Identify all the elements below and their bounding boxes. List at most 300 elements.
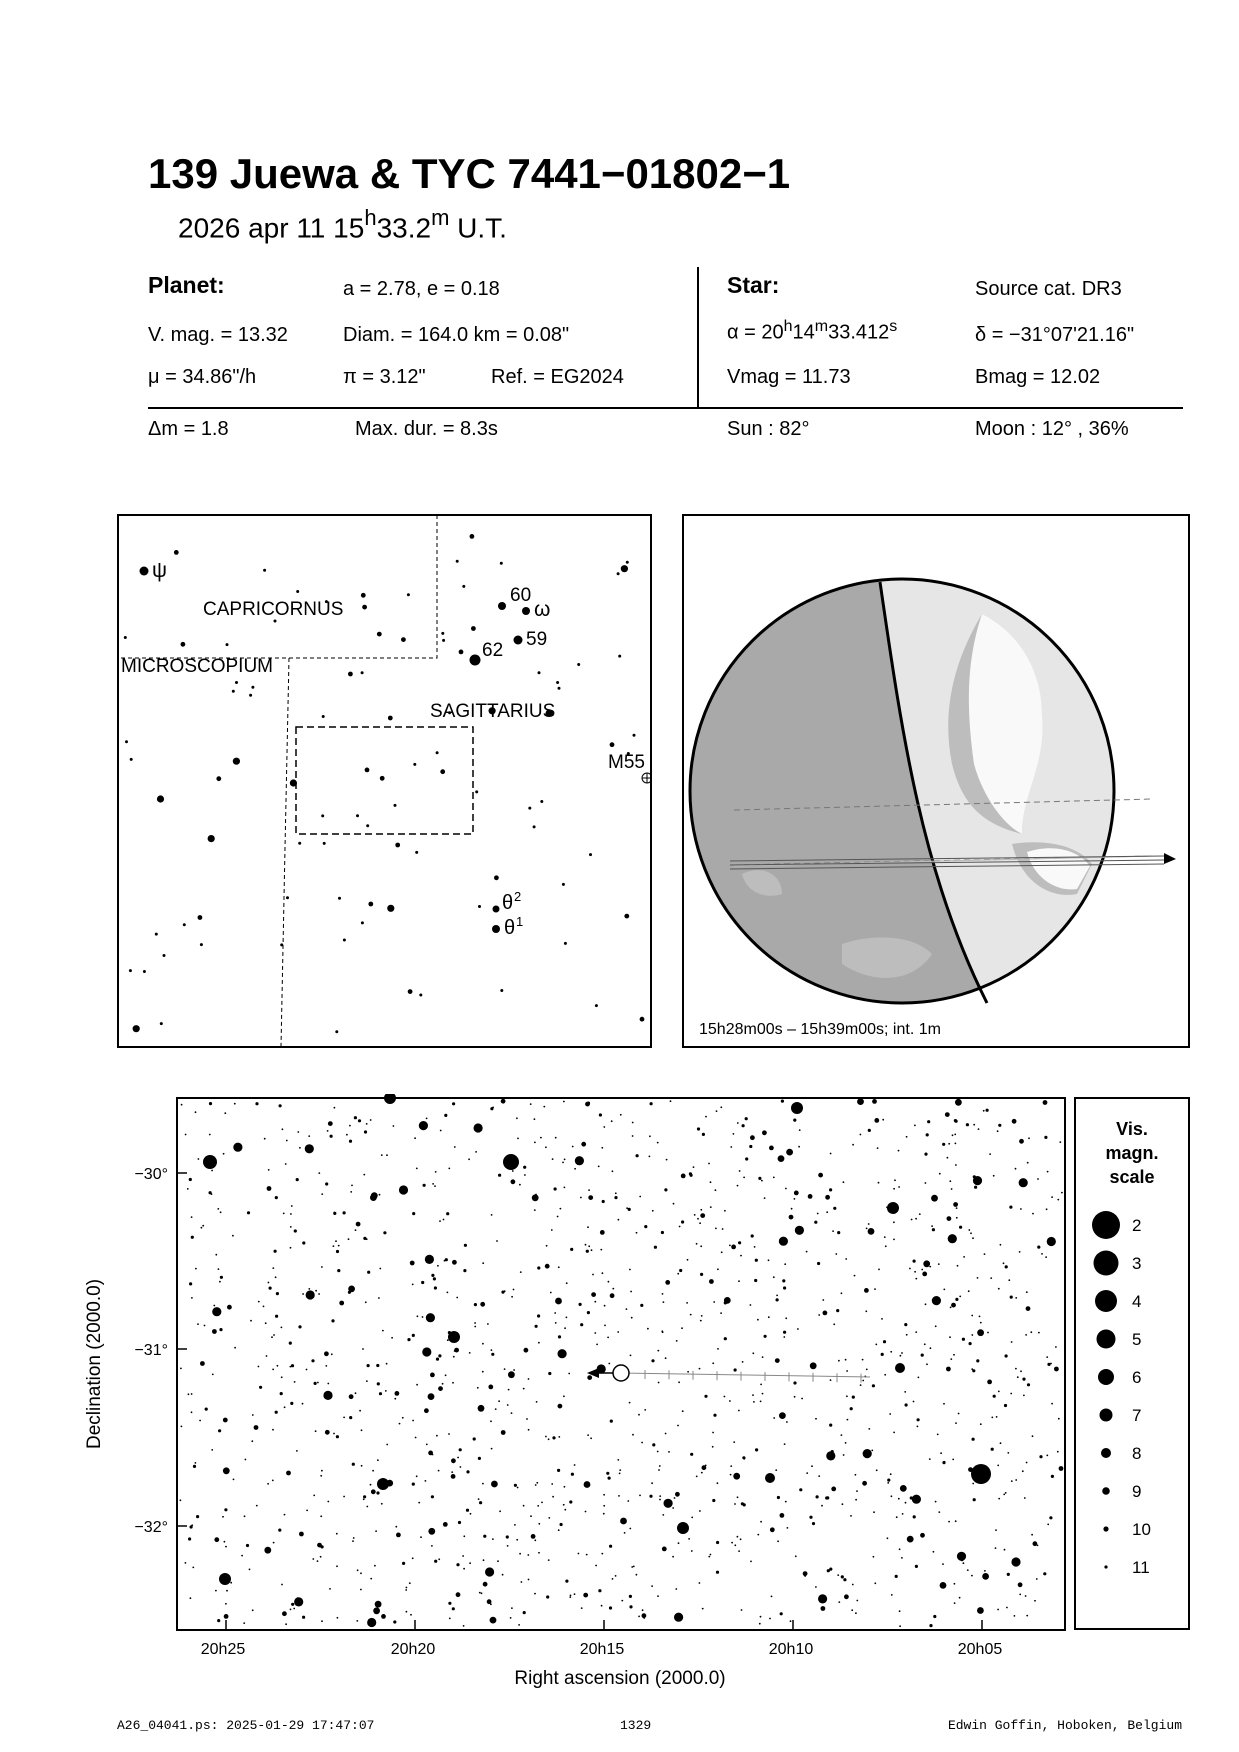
chart-star — [750, 1304, 752, 1306]
chart-star — [673, 1203, 675, 1205]
chart-star — [618, 1495, 620, 1497]
chart-star — [1032, 1435, 1034, 1437]
chart-star — [1047, 1524, 1049, 1526]
chart-star — [370, 1578, 372, 1580]
chart-star — [190, 1597, 192, 1599]
chart-star — [681, 1327, 683, 1329]
time-system: U.T. — [449, 212, 507, 244]
chart-star — [734, 1544, 736, 1546]
chart-star — [677, 1425, 679, 1427]
chart-star — [730, 1146, 732, 1148]
chart-star — [1022, 1378, 1025, 1381]
chart-star — [214, 1537, 219, 1542]
chart-star — [200, 1361, 205, 1366]
finder-star — [174, 550, 179, 555]
chart-star — [325, 1182, 328, 1185]
chart-star — [280, 1392, 283, 1395]
chart-star — [724, 1301, 727, 1304]
finder-star — [298, 842, 301, 845]
chart-star — [327, 1130, 329, 1132]
chart-star — [998, 1391, 1000, 1393]
chart-star — [432, 1183, 434, 1185]
chart-star — [710, 1181, 712, 1183]
finder-star — [533, 825, 536, 828]
chart-star — [564, 1159, 566, 1161]
finder-star — [348, 672, 353, 677]
chart-star — [954, 1602, 956, 1604]
chart-star — [852, 1144, 854, 1146]
chart-star — [268, 1282, 270, 1284]
chart-star — [720, 1106, 722, 1108]
chart-star — [696, 1476, 698, 1478]
chart-star — [598, 1589, 601, 1592]
chart-star — [290, 1247, 292, 1249]
chart-star — [980, 1423, 982, 1425]
chart-star — [947, 1157, 949, 1159]
chart-star — [483, 1559, 485, 1561]
chart-star — [507, 1545, 509, 1547]
chart-star — [213, 1305, 215, 1307]
legend-star-mag-3 — [1094, 1251, 1119, 1276]
chart-star — [1037, 1246, 1040, 1249]
chart-star — [327, 1383, 329, 1385]
chart-star — [776, 1295, 778, 1297]
finder-star — [442, 639, 445, 642]
chart-star — [720, 1312, 722, 1314]
chart-star — [259, 1386, 262, 1389]
chart-star — [959, 1226, 962, 1229]
chart-star — [783, 1331, 786, 1334]
star-chart — [80, 1094, 1190, 1694]
chart-star — [180, 1499, 182, 1501]
chart-star — [466, 1509, 469, 1512]
chart-star — [220, 1211, 222, 1213]
chart-star — [1032, 1213, 1034, 1215]
chart-star — [998, 1288, 1000, 1290]
finder-star — [160, 1022, 163, 1025]
chart-star — [379, 1194, 381, 1196]
chart-star — [504, 1368, 506, 1370]
chart-bright-star — [765, 1473, 775, 1483]
finder-star — [408, 989, 413, 994]
chart-star — [946, 1367, 951, 1372]
chart-star — [608, 1477, 611, 1480]
finder-star — [183, 923, 186, 926]
chart-star — [829, 1424, 832, 1427]
chart-star — [632, 1122, 634, 1124]
chart-star — [193, 1465, 196, 1468]
chart-star — [921, 1269, 923, 1271]
chart-star — [644, 1409, 646, 1411]
chart-star — [798, 1146, 800, 1148]
star-source: Source cat. DR3 — [975, 278, 1122, 300]
chart-star — [931, 1195, 938, 1202]
xtick-20h25: 20h25 — [200, 1641, 246, 1658]
chart-star — [258, 1301, 260, 1303]
chart-star — [764, 1335, 767, 1338]
chart-star — [566, 1317, 568, 1319]
chart-star — [338, 1245, 340, 1247]
chart-star — [349, 1394, 354, 1399]
chart-star — [209, 1134, 211, 1136]
chart-star — [591, 1292, 596, 1297]
chart-star — [395, 1391, 400, 1396]
chart-star — [490, 1617, 497, 1624]
chart-star — [348, 1238, 350, 1240]
chart-star — [610, 1420, 613, 1423]
star-vmag: Vmag = 11.73 — [727, 366, 851, 388]
chart-star — [632, 1135, 634, 1137]
chart-star — [972, 1438, 975, 1441]
chart-star — [275, 1196, 278, 1199]
chart-star — [452, 1102, 455, 1105]
chart-star — [855, 1499, 857, 1501]
finder-star — [356, 814, 359, 817]
page-title: 139 Juewa & TYC 7441−01802−1 — [148, 150, 791, 197]
finder-star — [407, 593, 410, 596]
chart-star — [546, 1245, 548, 1247]
chart-star — [289, 1342, 292, 1345]
chart-star — [955, 1099, 962, 1106]
chart-star — [738, 1550, 740, 1552]
chart-star — [618, 1219, 620, 1221]
finder-star — [361, 593, 366, 598]
chart-star — [1047, 1171, 1049, 1173]
chart-star — [614, 1196, 617, 1199]
chart-star — [321, 1545, 324, 1548]
chart-star — [717, 1268, 719, 1270]
chart-star — [311, 1359, 314, 1362]
chart-star — [483, 1582, 488, 1587]
label-m55: M55 — [608, 752, 645, 773]
chart-star — [594, 1301, 596, 1303]
chart-star — [651, 1585, 653, 1587]
chart-star — [523, 1388, 525, 1390]
chart-star — [841, 1292, 843, 1294]
chart-star — [974, 1186, 977, 1189]
chart-star — [775, 1469, 777, 1471]
chart-star — [780, 1612, 783, 1615]
chart-star — [893, 1188, 895, 1190]
chart-star — [1011, 1480, 1013, 1482]
star-omega — [522, 607, 530, 615]
chart-star — [325, 1365, 327, 1367]
chart-star — [563, 1504, 565, 1506]
chart-star — [318, 1293, 320, 1295]
chart-star — [386, 1444, 388, 1446]
chart-star — [321, 1620, 323, 1622]
chart-star — [251, 1440, 253, 1442]
chart-star — [1000, 1244, 1002, 1246]
chart-star — [868, 1129, 871, 1132]
chart-star — [192, 1567, 194, 1569]
chart-star — [445, 1374, 447, 1376]
chart-star — [501, 1099, 506, 1104]
chart-star — [701, 1472, 703, 1474]
finder-star — [362, 605, 367, 610]
chart-star — [953, 1202, 958, 1207]
chart-star — [991, 1448, 994, 1451]
chart-star — [487, 1599, 492, 1604]
chart-star — [215, 1590, 217, 1592]
chart-star — [977, 1277, 979, 1279]
chart-star — [647, 1328, 649, 1330]
chart-star — [445, 1258, 448, 1261]
chart-star — [212, 1374, 214, 1376]
chart-star — [602, 1200, 605, 1203]
chart-star — [681, 1174, 686, 1179]
chart-star — [598, 1166, 600, 1168]
legend-label-mag-5: 5 — [1132, 1330, 1142, 1349]
chart-bright-star — [203, 1155, 217, 1169]
chart-star — [495, 1408, 497, 1410]
chart-star — [568, 1373, 570, 1375]
finder-star — [226, 643, 229, 646]
chart-star — [601, 1553, 603, 1555]
chart-star — [657, 1142, 659, 1144]
chart-star — [959, 1597, 961, 1599]
chart-star — [929, 1266, 931, 1268]
chart-star — [337, 1617, 339, 1619]
chart-star — [247, 1211, 250, 1214]
chart-star — [980, 1322, 982, 1324]
chart-star — [594, 1332, 596, 1334]
chart-star — [538, 1552, 540, 1554]
chart-star — [795, 1226, 804, 1235]
chart-star — [1045, 1256, 1047, 1258]
chart-star — [528, 1579, 530, 1581]
chart-star — [907, 1536, 914, 1543]
chart-star — [1024, 1497, 1026, 1499]
chart-star — [717, 1482, 719, 1484]
chart-star — [1039, 1455, 1042, 1458]
chart-star — [354, 1116, 357, 1119]
chart-star — [636, 1232, 638, 1234]
chart-star — [737, 1185, 739, 1187]
chart-star — [862, 1359, 864, 1361]
chart-star — [761, 1180, 763, 1182]
chart-star — [699, 1582, 701, 1584]
chart-star — [904, 1323, 907, 1326]
chart-star — [585, 1511, 587, 1513]
chart-star — [801, 1398, 803, 1400]
chart-star — [275, 1276, 277, 1278]
chart-star — [724, 1337, 727, 1340]
chart-star — [987, 1332, 989, 1334]
chart-star — [574, 1464, 576, 1466]
chart-star — [899, 1625, 901, 1627]
chart-star — [463, 1535, 465, 1537]
chart-star — [393, 1125, 395, 1127]
chart-star — [630, 1355, 632, 1357]
chart-star — [1059, 1466, 1064, 1471]
legend-title-line2: magn. — [1105, 1143, 1159, 1163]
chart-star — [917, 1418, 920, 1421]
chart-star — [661, 1330, 663, 1332]
chart-star — [830, 1379, 832, 1381]
chart-star — [263, 1306, 265, 1308]
finder-star — [361, 671, 364, 674]
chart-star — [516, 1117, 518, 1119]
ra-minutes: 14 — [792, 321, 815, 344]
chart-star — [412, 1284, 414, 1286]
chart-star — [626, 1308, 628, 1310]
chart-star — [784, 1443, 786, 1445]
chart-star — [649, 1495, 652, 1498]
chart-star — [256, 1505, 258, 1507]
chart-star — [416, 1475, 418, 1477]
chart-star — [601, 1147, 603, 1149]
chart-star — [439, 1220, 441, 1222]
finder-star — [621, 565, 628, 572]
chart-star — [856, 1490, 858, 1492]
chart-star — [873, 1511, 875, 1513]
chart-star — [930, 1347, 932, 1349]
chart-star — [430, 1373, 435, 1378]
chart-star — [973, 1124, 975, 1126]
chart-star — [477, 1387, 479, 1389]
chart-star — [232, 1235, 234, 1237]
chart-star — [590, 1437, 592, 1439]
chart-star — [563, 1395, 565, 1397]
chart-star — [188, 1393, 190, 1395]
chart-star — [470, 1513, 472, 1515]
chart-star — [391, 1337, 393, 1339]
chart-star — [230, 1582, 232, 1584]
chart-star — [893, 1221, 895, 1223]
chart-star — [349, 1125, 351, 1127]
chart-star — [281, 1584, 283, 1586]
chart-star — [868, 1428, 870, 1430]
legend-star-mag-7 — [1100, 1409, 1113, 1422]
chart-star — [438, 1558, 440, 1560]
chart-star — [448, 1433, 450, 1435]
chart-star — [569, 1596, 571, 1598]
chart-star — [909, 1268, 911, 1270]
chart-star — [1022, 1470, 1024, 1472]
chart-star — [947, 1216, 952, 1221]
chart-star — [937, 1434, 939, 1436]
finder-star — [365, 768, 370, 773]
chart-star — [374, 1565, 376, 1567]
chart-star — [852, 1584, 854, 1586]
finder-star — [436, 751, 439, 754]
chart-star — [691, 1517, 693, 1519]
chart-star — [784, 1263, 786, 1265]
chart-star — [281, 1376, 283, 1378]
chart-star — [325, 1430, 330, 1435]
chart-star — [552, 1496, 554, 1498]
chart-star — [823, 1311, 828, 1316]
chart-star — [291, 1205, 293, 1207]
chart-star — [581, 1142, 586, 1147]
chart-star — [993, 1175, 995, 1177]
chart-star — [181, 1104, 183, 1106]
chart-star — [662, 1514, 664, 1516]
chart-star — [548, 1517, 550, 1519]
chart-star — [348, 1286, 355, 1293]
finder-star — [323, 842, 326, 845]
finder-star — [232, 690, 235, 693]
chart-star — [1044, 1136, 1047, 1139]
chart-star — [541, 1502, 543, 1504]
chart-star — [783, 1286, 786, 1289]
chart-star — [768, 1259, 770, 1261]
chart-star — [782, 1279, 785, 1282]
chart-star — [291, 1603, 294, 1606]
chart-star — [281, 1327, 283, 1329]
chart-star — [833, 1207, 836, 1210]
chart-star — [252, 1414, 254, 1416]
chart-star — [940, 1582, 947, 1589]
chart-star — [511, 1179, 516, 1184]
ra-seconds: 33.412 — [828, 321, 890, 344]
chart-star — [506, 1535, 509, 1538]
chart-star — [639, 1196, 641, 1198]
chart-star — [855, 1612, 857, 1614]
chart-star — [860, 1384, 862, 1386]
label-theta2: θ — [502, 892, 514, 914]
label-62: 62 — [482, 640, 504, 661]
event-minutes: 33.2 — [376, 212, 432, 244]
chart-star — [666, 1159, 668, 1161]
finder-star — [577, 663, 580, 666]
legend-label-mag-7: 7 — [1132, 1406, 1142, 1425]
chart-star — [1020, 1208, 1022, 1210]
chart-star — [654, 1246, 657, 1249]
chart-star — [878, 1269, 880, 1271]
chart-star — [873, 1556, 875, 1558]
chart-star — [612, 1288, 614, 1290]
chart-star — [1006, 1607, 1008, 1609]
chart-star — [290, 1226, 292, 1228]
chart-star — [294, 1597, 303, 1606]
chart-star — [971, 1315, 973, 1317]
chart-star — [558, 1404, 563, 1409]
chart-star — [457, 1457, 459, 1459]
chart-star — [224, 1112, 226, 1114]
chart-star — [452, 1260, 457, 1265]
chart-star — [548, 1438, 550, 1440]
chart-star — [734, 1503, 736, 1505]
chart-star — [816, 1495, 819, 1498]
chart-star — [828, 1455, 830, 1457]
chart-star — [926, 1133, 929, 1136]
finder-star — [129, 969, 132, 972]
chart-star — [294, 1381, 296, 1383]
chart-star — [632, 1434, 634, 1436]
footer-page-number: 1329 — [620, 1718, 652, 1733]
chart-star — [460, 1466, 462, 1468]
chart-star — [906, 1334, 908, 1336]
chart-star — [349, 1140, 352, 1143]
chart-star — [1011, 1557, 1020, 1566]
planet-parallax: π = 3.12" — [343, 366, 426, 388]
chart-star — [246, 1544, 249, 1547]
magnitude-drop: Δm = 1.8 — [148, 418, 229, 440]
chart-star — [482, 1483, 484, 1485]
chart-star — [712, 1446, 714, 1448]
star-theta2 — [493, 906, 500, 913]
chart-star — [995, 1547, 997, 1549]
chart-star — [600, 1249, 602, 1251]
chart-star — [420, 1536, 422, 1538]
chart-star — [785, 1317, 787, 1319]
chart-star — [789, 1215, 794, 1220]
chart-star — [900, 1355, 902, 1357]
chart-star — [664, 1188, 667, 1191]
chart-star — [474, 1123, 483, 1132]
